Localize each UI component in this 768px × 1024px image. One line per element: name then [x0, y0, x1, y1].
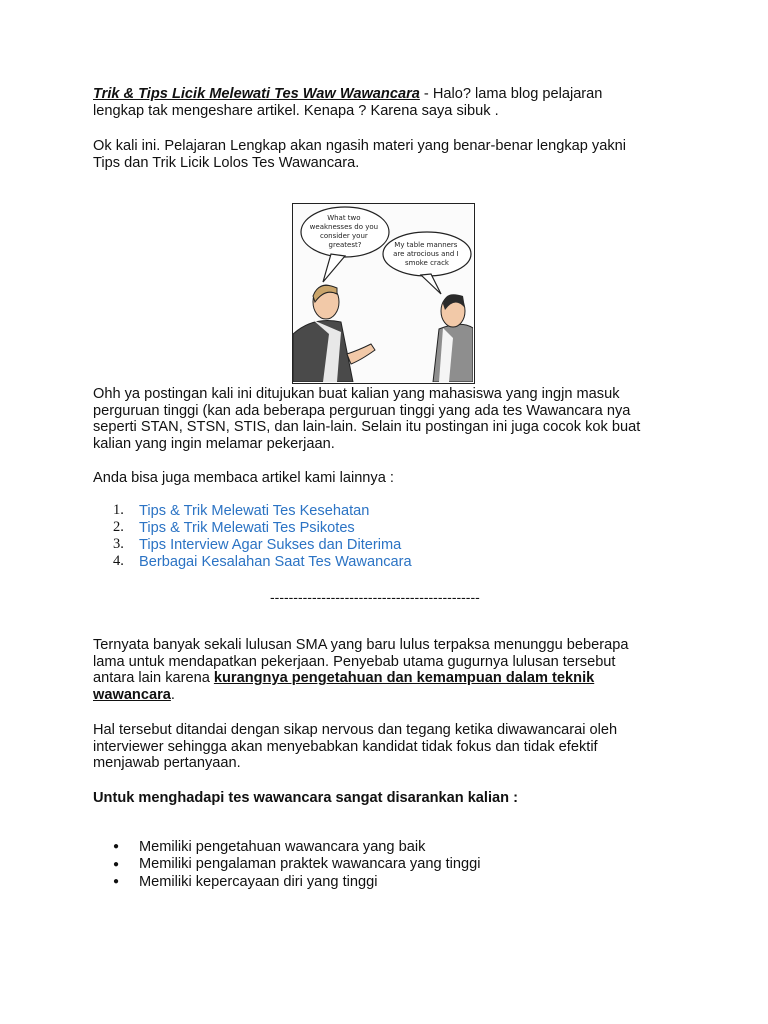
para4-line3-text: antara lain karena	[93, 670, 214, 686]
bullet-icon: ●	[113, 841, 120, 853]
paragraph-1	[93, 138, 693, 171]
list-item	[113, 519, 412, 536]
link-tes-psikotes[interactable]: Tips & Trik Melewati Tes Psikotes	[139, 519, 355, 536]
recommendation-list	[113, 838, 481, 891]
list-number: 3.	[113, 536, 124, 552]
para2-line1: Ohh ya postingan kali ini ditujukan buat kalian yang mahasiswa yang ingjn masuk	[93, 386, 620, 402]
para4-line2: lama untuk mendapatkan pekerjaan. Penyebab utama gugurnya lulusan tersebut	[93, 653, 616, 670]
emphasis-text-cont: wawancara	[93, 686, 171, 703]
list-item	[113, 873, 481, 891]
paragraph-4	[93, 637, 693, 703]
para5-line3: menjawab pertanyaan.	[93, 755, 241, 771]
comic-illustration	[292, 203, 475, 384]
list-number: 1.	[113, 502, 124, 518]
bullet-text: Memiliki kepercayaan diri yang tinggi	[139, 873, 378, 890]
heading-text: Untuk menghadapi tes wawancara sangat disarankan kalian :	[93, 790, 518, 806]
list-item	[113, 502, 412, 519]
paragraph-5	[93, 722, 693, 772]
bubble-left-text: What two weaknesses do you consider your greatest?	[309, 214, 379, 249]
list-item	[113, 856, 481, 874]
bullet-icon: ●	[113, 858, 120, 870]
link-tips-interview[interactable]: Tips Interview Agar Sukses dan Diterima	[139, 536, 402, 553]
para2-line4: kalian yang ingin melamar pekerjaan.	[93, 435, 335, 452]
para2-line3: seperti STAN, STSN, STIS, dan lain-lain. Selain itu postingan ini juga cocok kok buat	[93, 419, 641, 435]
intro-text: - Halo? lama blog pelajaran	[419, 86, 603, 102]
article-title: Trik & Tips Licik Melewati Tes Waw Wawancara	[93, 86, 420, 102]
para5-line1: Hal tersebut ditandai dengan sikap nervous dan tegang ketika diwawancarai oleh	[93, 722, 618, 738]
para2-line2: perguruan tinggi (kan ada beberapa perguruan tinggi yang ada tes Wawancara nya	[93, 402, 631, 419]
list-item	[113, 838, 481, 856]
list-number: 2.	[113, 519, 124, 535]
para1-line1: Ok kali ini. Pelajaran Lengkap akan ngasih materi yang benar-benar lengkap yakni	[93, 138, 626, 154]
bullet-icon: ●	[113, 876, 120, 888]
section-heading	[93, 790, 693, 807]
link-kesalahan-wawancara[interactable]: Berbagai Kesalahan Saat Tes Wawancara	[139, 553, 412, 570]
link-tes-kesehatan[interactable]: Tips & Trik Melewati Tes Kesehatan	[139, 502, 370, 519]
list-item	[113, 553, 412, 570]
paragraph-2	[93, 386, 693, 452]
bullet-text: Memiliki pengetahuan wawancara yang baik	[139, 838, 426, 855]
emphasis-text: kurangnya pengetahuan dan kemampuan dalam teknik	[213, 670, 595, 686]
para4-period: .	[170, 686, 175, 703]
list-item	[113, 536, 412, 553]
bullet-text: Memiliki pengalaman praktek wawancara yang tinggi	[139, 856, 481, 873]
para1-line2: Tips dan Trik Licik Lolos Tes Wawancara.	[93, 154, 360, 171]
list-number: 4.	[113, 553, 124, 569]
para4-line1: Ternyata banyak sekali lulusan SMA yang baru lulus terpaksa menunggu beberapa	[93, 637, 629, 653]
bubble-right-text: My table manners are atrocious and I smoke crack	[393, 241, 459, 267]
related-links-list	[113, 502, 412, 570]
separator-line: ---------------------------------------------	[270, 589, 480, 605]
intro-text-line2: lengkap tak mengeshare artikel. Kenapa ? Karena saya sibuk .	[93, 102, 499, 119]
para5-line2: interviewer sehingga akan menyebabkan kandidat tidak fokus dan tidak efektif	[93, 738, 598, 755]
para3-line1: Anda bisa juga membaca artikel kami lainnya :	[93, 470, 394, 486]
intro-paragraph	[93, 86, 693, 119]
paragraph-3	[93, 470, 693, 487]
